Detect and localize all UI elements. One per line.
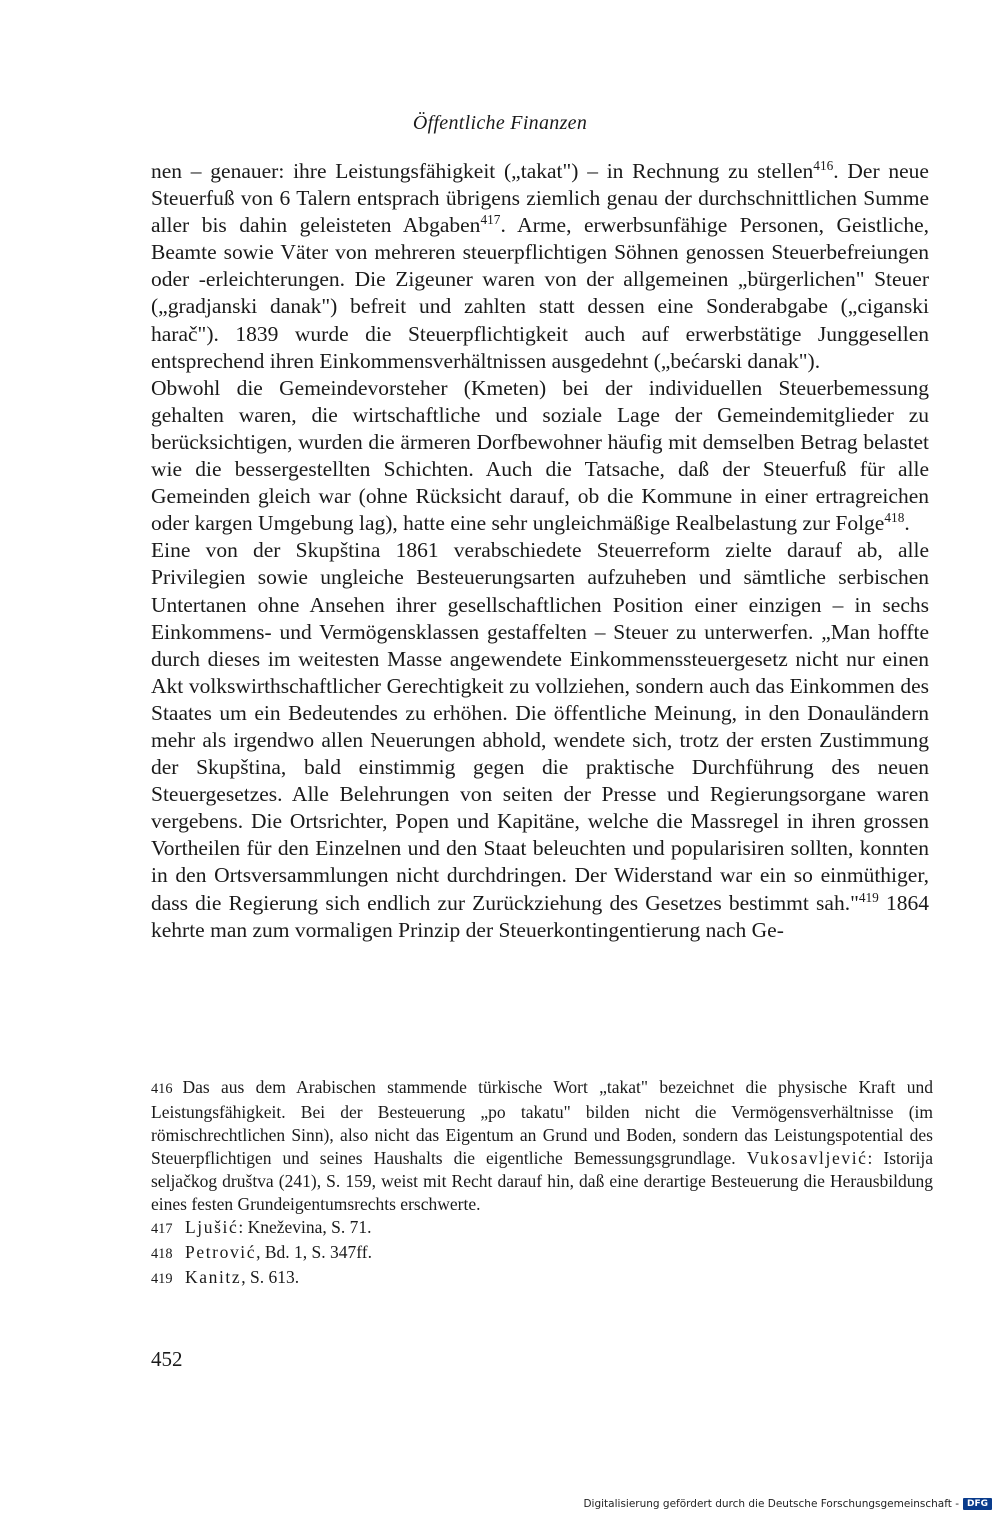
footnote-number: 417 (151, 1221, 173, 1237)
footnote-text: : Kneževina, S. 71. (238, 1217, 372, 1237)
paragraph-3-text-b: 1864 kehrte man zum vormaligen Prinzip der Steuerkontingentierung nach Ge- (151, 890, 930, 942)
paragraph-2 (151, 375, 929, 538)
page-number: 452 (151, 1347, 183, 1371)
paragraph-2-text-b: . (904, 511, 910, 536)
footnote-417 (151, 1216, 933, 1241)
paragraph-1-text-a: nen – genauer: ihre Leistungsfähigkeit („takat") – in Rechnung zu stellen (151, 159, 814, 183)
footnote-ref-417: 417 (480, 212, 501, 228)
digitization-note-text: Digitalisierung gefördert durch die Deutsche Forschungsgemeinschaft - (583, 1498, 959, 1510)
footnote-418 (151, 1241, 933, 1266)
footnote-text: , Bd. 1, S. 347ff. (256, 1242, 372, 1262)
paragraph-1 (151, 158, 929, 375)
digitization-note (583, 1498, 992, 1510)
footnote-author: Ljušić (185, 1217, 239, 1237)
footnote-author: Vukosavljević (746, 1148, 868, 1168)
paragraph-3-text-a: Eine von der Skupština 1861 verabschiedete Steuerreform zielte darauf ab, alle Privilegien sowie ungleiche Besteuerungsarten aufzuheben und sämtliche serbischen Untertanen ohne Ansehen ihrer gesellschaftlichen Position einer einzigen – in sechs Einkommens- und Vermögensklassen gestaffelten – Steuer zu unterwerfen. „Man hoffte durch dieses im weitesten Masse angewendete Einkommenssteuergesetz nicht nur einen Akt volkswirthschaftlicher Gerechtigkeit zu vollziehen, sondern auch das Einkommen des Staates um ein Bedeutendes zu erhöhen. Die öffentliche Meinung, in den Donauländern mehr als irgendwo allen Neuerungen abhold, wendete sich, trotz der ersten Zustimmung der Skupština, bald einstimmig gegen die praktische Durchführung des neuen Steuergesetzes. Alle Belehrungen von seiten der Presse und Regierungsorgane waren vergebens. Die Ortsrichter, Popen und Kapitäne, welche die Massregel in ihren grossen Vortheilen für den Einzelnen und den Staat beleuchten und popularisiren sollten, konnten in den Ortsversammlungen nicht durchdringen. Der Widerstand war ein so einmüthiger, dass die Regierung sich endlich zur Zurückziehung des Gesetzes bestimmt sah." (151, 538, 929, 915)
footnote-number: 416 (151, 1081, 173, 1097)
paragraph-1-text-c: . Arme, erwerbsunfähige Personen, Geistliche, Beamte sowie Väter von mehreren steuerpflichtigen Söhnen genossen Steuerbefreiungen oder -erleichterungen. Die Zigeuner waren von der allgemeinen „bürgerlichen" Steuer („gradjanski danak") befreit und zahlten statt dessen eine Sonderabgabe („ciganski harač"). 1839 wurde die Steuerpflichtigkeit auch auf erwerbstätige Junggesellen entsprechend ihren Einkommensverhältnissen ausgedehnt („bećarski danak"). (151, 213, 929, 373)
footnote-author: Petrović (185, 1242, 257, 1262)
footnote-ref-416: 416 (813, 157, 834, 173)
main-text (151, 158, 929, 944)
footnote-416 (151, 1076, 933, 1216)
dfg-logo: DFG (963, 1498, 992, 1510)
paragraph-2-text-a: Obwohl die Gemeindevorsteher (Kmeten) bei der individuellen Steuerbemessung gehalten waren, die wirtschaftliche und soziale Lage der Gemeindemitglieder zu berücksichtigen, wurden die ärmeren Dorfbewohner häufig mit demselben Betrag belastet wie die bessergestellten Schichten. Auch die Tatsache, daß der Steuerfuß für alle Gemeinden gleich war (ohne Rücksicht darauf, ob die Kommune in einer ertragreichen oder kargen Umgebung lag), hatte eine sehr ungleichmäßige Realbelastung zur Folge (151, 375, 929, 536)
footnotes (151, 1076, 933, 1291)
footnote-text: Das aus dem Arabischen stammende türkische Wort „takat" bezeichnet die physische Kraft und Leistungsfähigkeit. Bei der Besteuerung „po takatu" bilden nicht die Vermögensverhältnisse (im römischrechtlichen Sinn), also nicht das Eigentum an Grund und Boden, sondern das Leistungspotential des Steuerpflichtigen und seines Haushalts die eigentliche Bemessungsgrundlage. (151, 1077, 933, 1168)
footnote-number: 418 (151, 1246, 173, 1262)
footnote-number: 419 (151, 1271, 173, 1287)
footnote-text: : Istorija seljačkog društva (241), S. 159, weist mit Recht darauf hin, daß eine derartige Besteuerung die Herausbildung eines festen Grundeigentumsrechts erschwerte. (151, 1148, 933, 1214)
footnote-419 (151, 1266, 933, 1291)
paragraph-1-text-b: . Der neue Steuerfuß von 6 Talern entsprach übrigens ziemlich genau der durchschnittlichen Summe aller bis dahin geleisteten Abgaben (151, 159, 929, 238)
running-head: Öffentliche Finanzen (412, 112, 588, 134)
footnote-text: , S. 613. (241, 1267, 300, 1287)
footnote-author: Kanitz (185, 1267, 242, 1287)
paragraph-3 (151, 537, 929, 943)
footnote-ref-419: 419 (858, 889, 879, 905)
footnote-ref-418: 418 (884, 510, 905, 526)
